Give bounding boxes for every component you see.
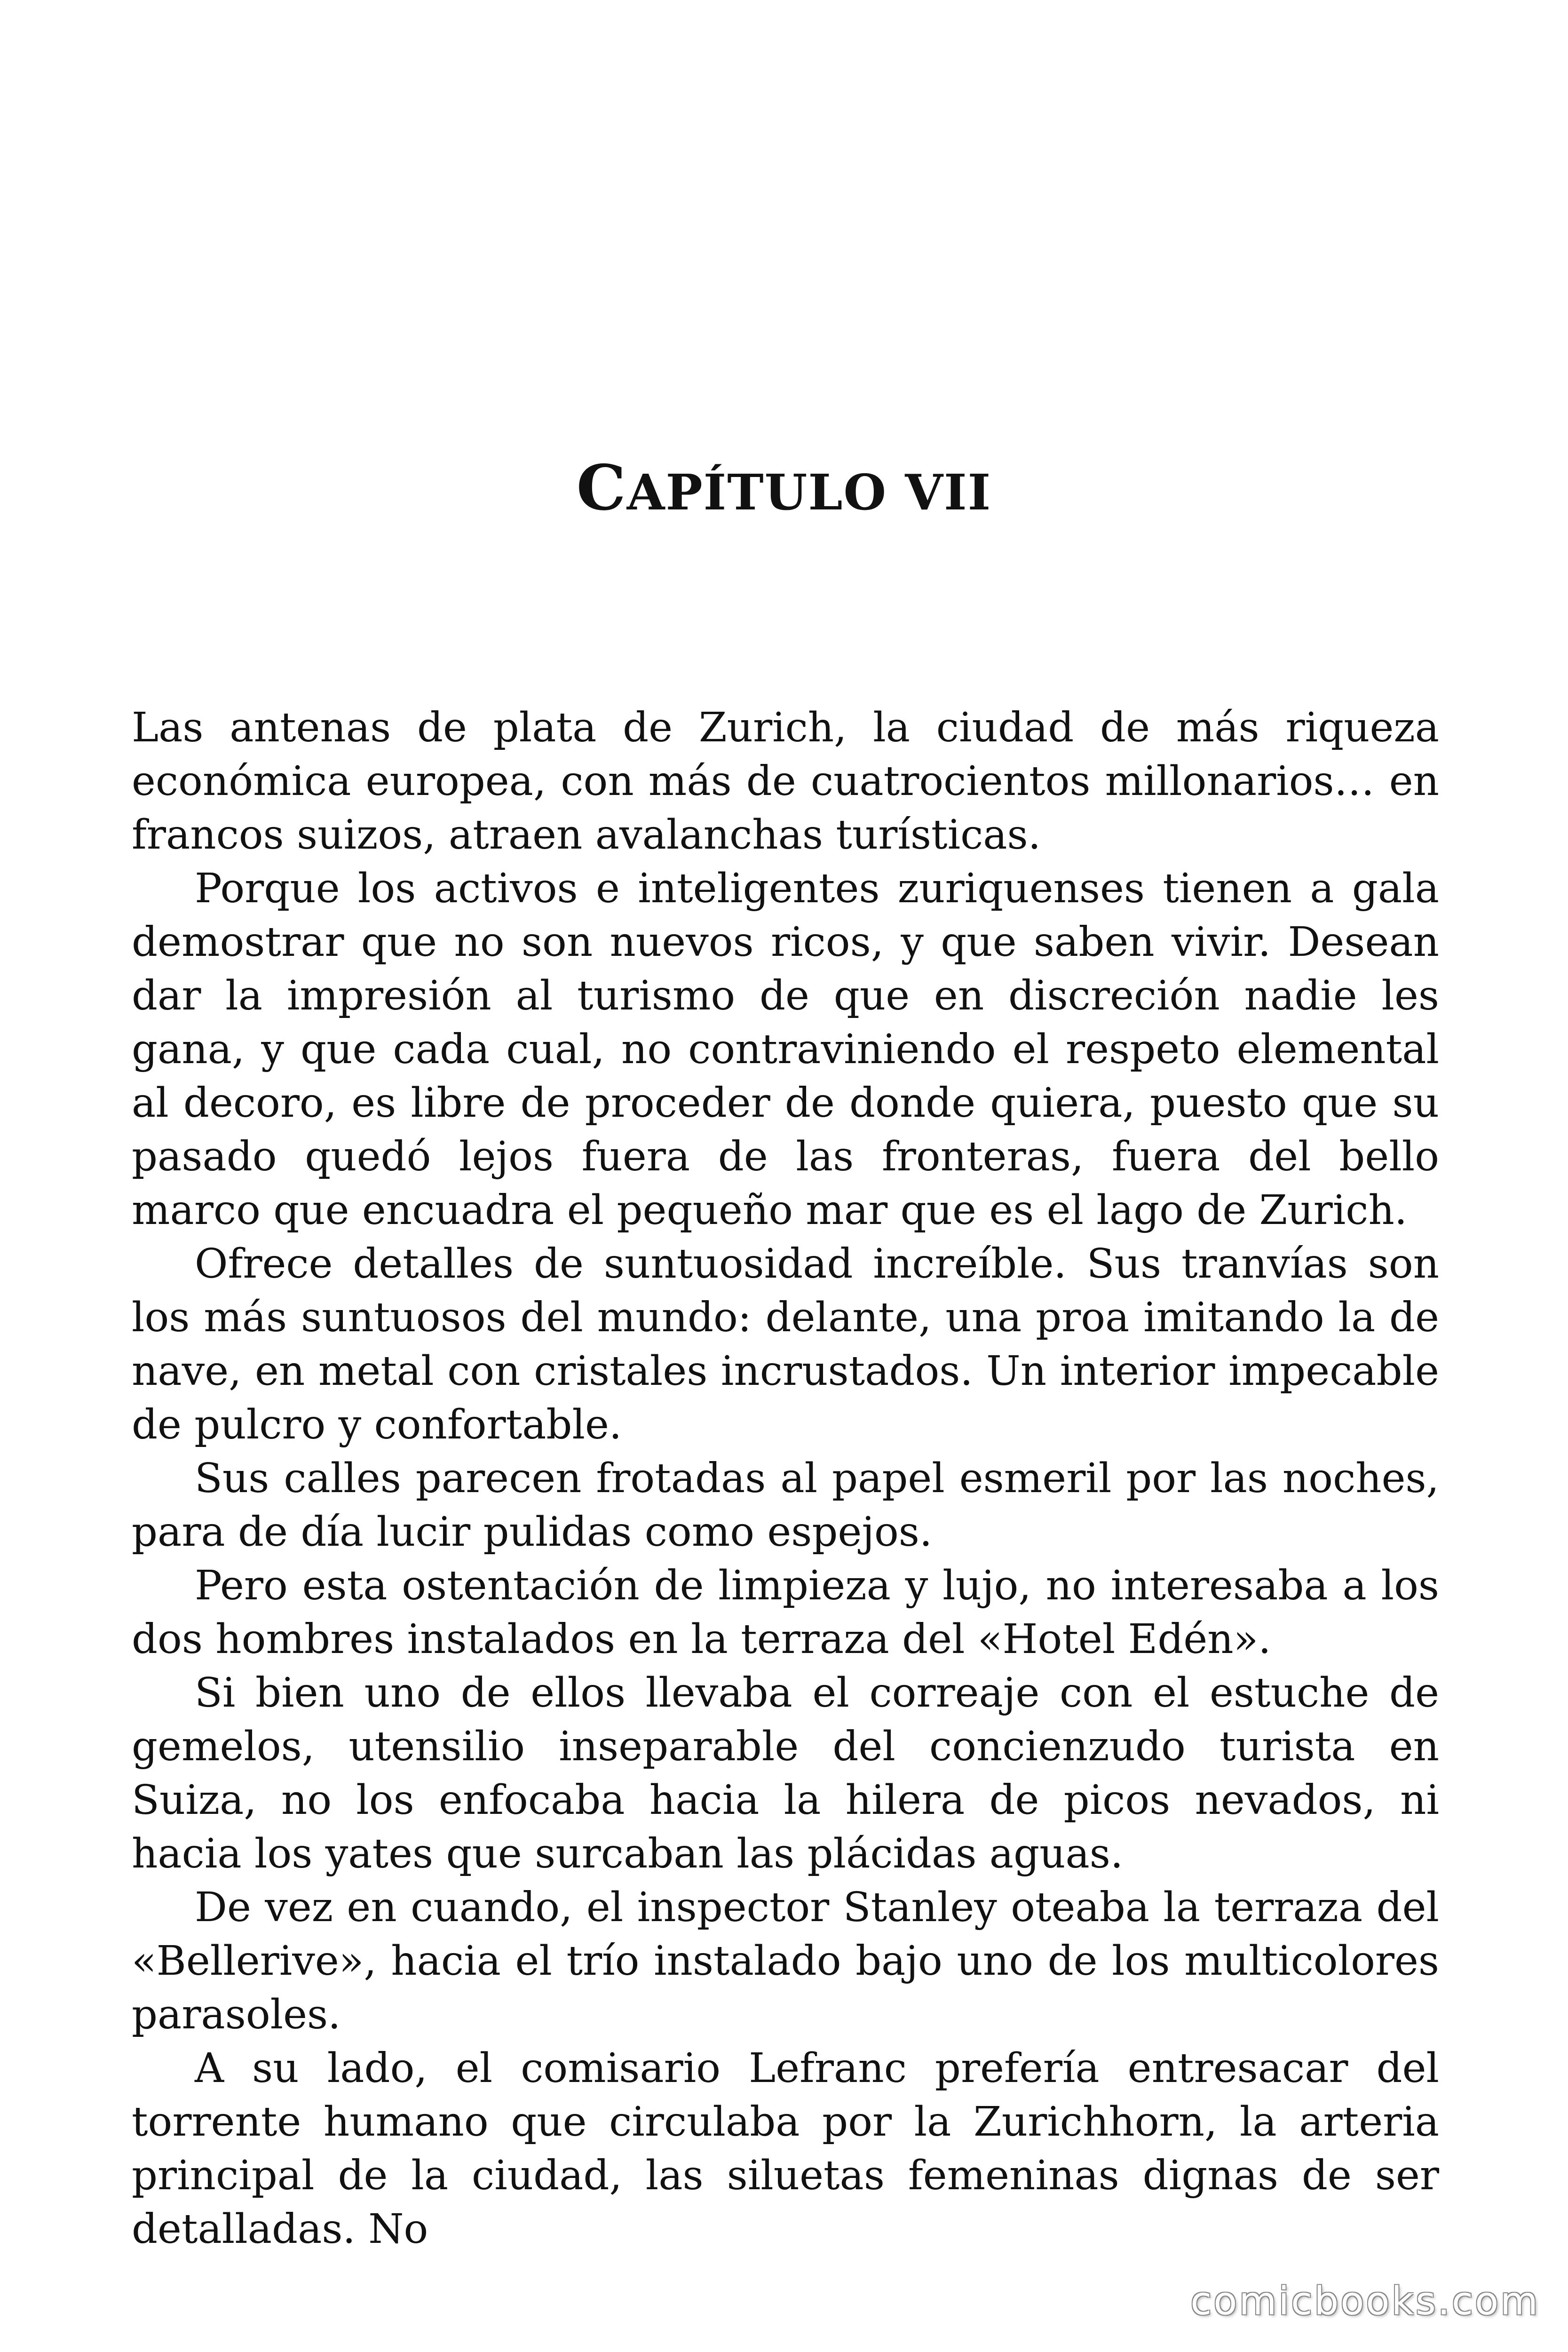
paragraph: A su lado, el comisario Lefranc prefería entresacar del torrente humano que circulaba por la Zurichhorn, la arteria principal de la ciudad, las siluetas femeninas dignas de ser detalladas. No <box>132 2045 1439 2253</box>
chapter-title-rest: APÍTULO VII <box>626 463 992 521</box>
chapter-body <box>132 701 1439 2256</box>
paragraph: Pero esta ostentación de limpieza y lujo, no interesaba a los dos hombres instalados en la terraza del «Hotel Edén». <box>132 1562 1439 1663</box>
paragraph: Sus calles parecen frotadas al papel esmeril por las noches, para de día lucir pulidas como espejos. <box>132 1455 1439 1556</box>
paragraph: Porque los activos e inteligentes zuriquenses tienen a gala demostrar que no son nuevos ricos, y que saben vivir. Desean dar la impresión al turismo de que en discreción nadie les gana, y que cada cual, no contraviniendo el respeto elemental al decoro, es libre de proceder de donde quiera, puesto que su pasado quedó lejos fuera de las fronteras, fuera del bello marco que encuadra el pequeño mar que es el lago de Zurich. <box>132 865 1439 1234</box>
chapter-title <box>0 452 1568 524</box>
watermark-logo: comicbooks.com <box>1190 2279 1540 2324</box>
paragraph: Las antenas de plata de Zurich, la ciudad de más riqueza económica europea, con más de cuatrocientos millonarios… en francos suizos, atraen avalanchas turísticas. <box>132 704 1439 858</box>
chapter-title-initial: C <box>576 452 627 524</box>
paragraph: Si bien uno de ellos llevaba el correaje con el estuche de gemelos, utensilio inseparable del concienzudo turista en Suiza, no los enfocaba hacia la hilera de picos nevados, ni hacia los yates que surcaban las plácidas aguas. <box>132 1669 1439 1877</box>
paragraph: De vez en cuando, el inspector Stanley oteaba la terraza del «Bellerive», hacia el trío instalado bajo uno de los multicolores parasoles. <box>132 1884 1439 2038</box>
paragraph: Ofrece detalles de suntuosidad increíble. Sus tranvías son los más suntuosos del mundo: delante, una proa imitando la de nave, en metal con cristales incrustados. Un interior impecable de pulcro y confortable. <box>132 1240 1439 1448</box>
